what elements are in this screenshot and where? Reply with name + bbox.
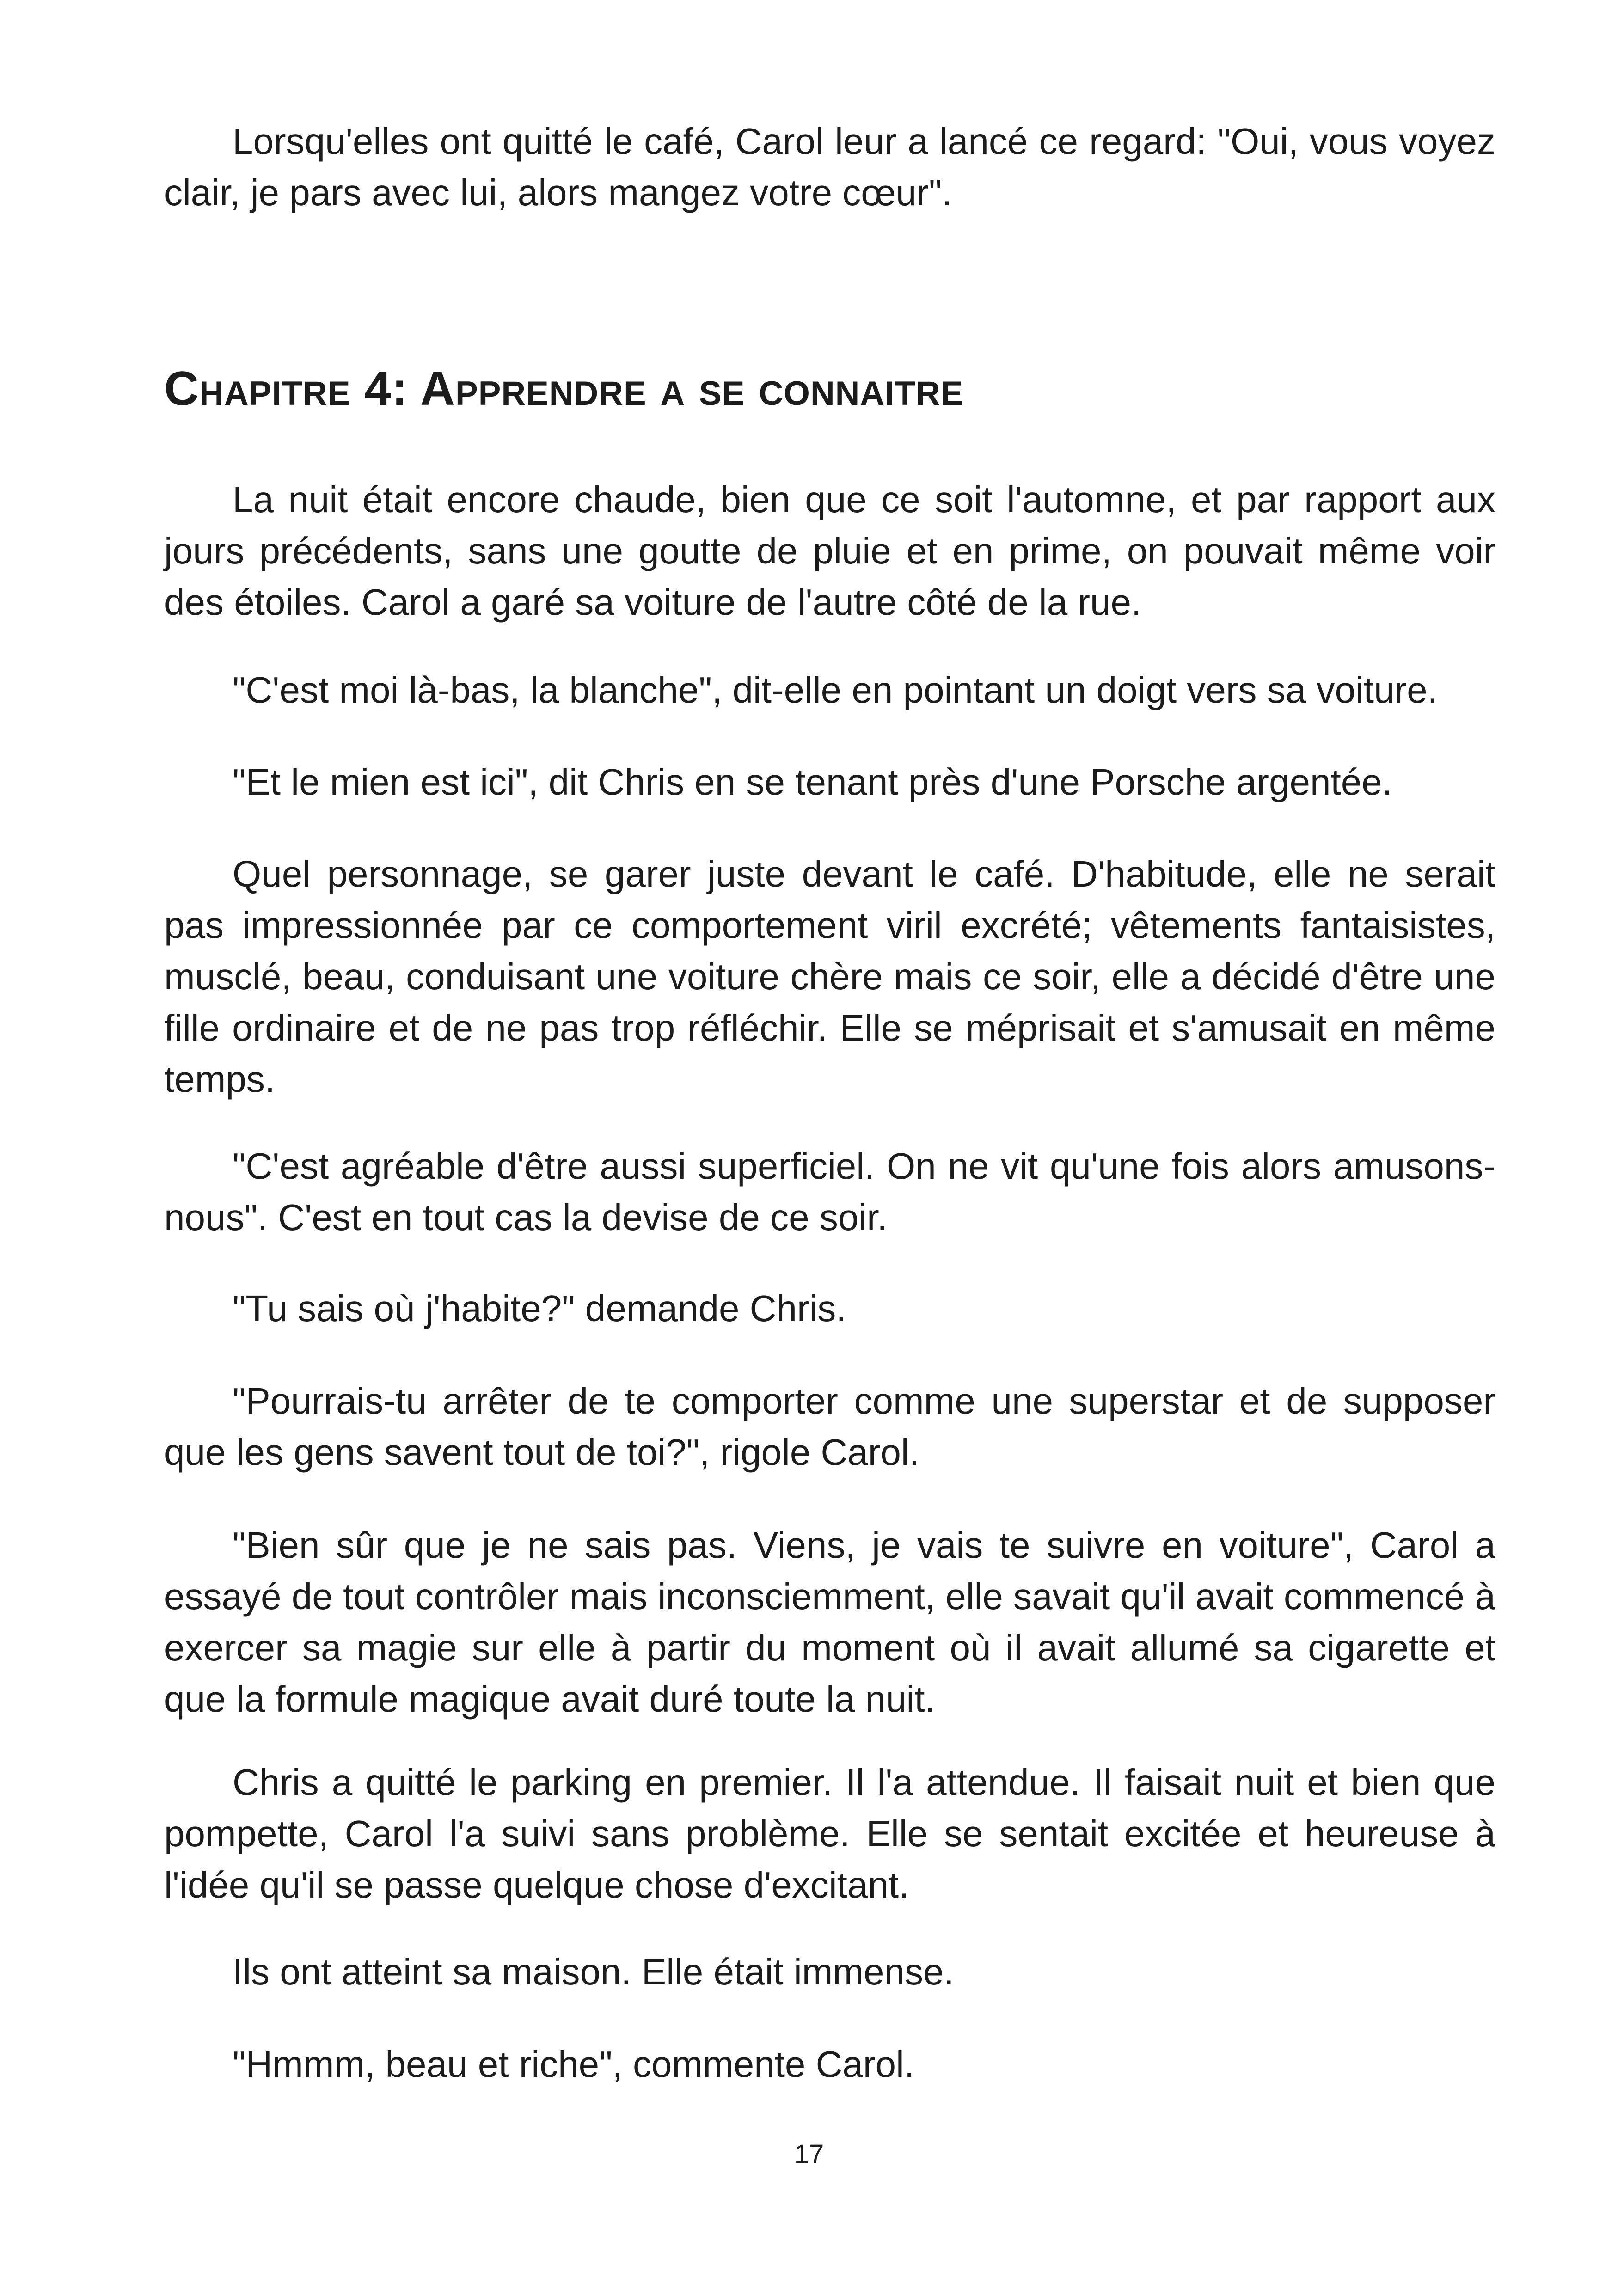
- paragraph-night: La nuit était encore chaude, bien que ce soit l'automne, et par rapport aux jours précédents, sans une goutte de pluie et en prime, on pouvait même voir des étoiles. Carol a garé sa voiture de l'autre côté de la rue.: [164, 479, 1495, 623]
- page-number: 17: [794, 2139, 824, 2169]
- paragraph-house: Ils ont atteint sa maison. Elle était immense.: [233, 1951, 954, 1992]
- paragraph-porsche: "Et le mien est ici", dit Chris en se tenant près d'une Porsche argentée.: [233, 761, 1392, 802]
- paragraph-superstar: "Pourrais-tu arrêter de te comporter comme une superstar et de supposer que les gens savent tout de toi?", rigole Carol.: [164, 1380, 1495, 1473]
- paragraph-superficial: "C'est agréable d'être aussi superficiel. On ne vit qu'une fois alors amusons-nous". C'est en tout cas la devise de ce soir.: [164, 1145, 1495, 1238]
- paragraph-beautiful-rich: "Hmmm, beau et riche", commente Carol.: [233, 2044, 915, 2085]
- paragraph-parking: Chris a quitté le parking en premier. Il l'a attendue. Il faisait nuit et bien que pompette, Carol l'a suivi sans problème. Elle se sentait excitée et heureuse à l'idée qu'il se passe quelque chose d'excitant.: [164, 1762, 1495, 1905]
- paragraph-white-car: "C'est moi là-bas, la blanche", dit-elle en pointant un doigt vers sa voiture.: [233, 669, 1438, 710]
- paragraph-where-live: "Tu sais où j'habite?" demande Chris.: [233, 1288, 846, 1329]
- paragraph-cafe-exit: Lorsqu'elles ont quitté le café, Carol leur a lancé ce regard: "Oui, vous voyez clair, je pars avec lui, alors mangez votre cœur".: [164, 121, 1495, 213]
- chapter-title: Chapitre 4: Apprendre a se connaitre: [164, 362, 964, 416]
- paragraph-follow: "Bien sûr que je ne sais pas. Viens, je vais te suivre en voiture", Carol a essayé de tout contrôler mais inconsciemment, elle savait qu'il avait commencé à exercer sa magie sur elle à partir du moment où il avait allumé sa cigarette et que la formule magique avait duré toute la nuit.: [164, 1525, 1495, 1720]
- paragraph-character: Quel personnage, se garer juste devant le café. D'habitude, elle ne serait pas impressionnée par ce comportement viril excrété; vêtements fantaisistes, musclé, beau, conduisant une voiture chère mais ce soir, elle a décidé d'être une fille ordinaire et de ne pas trop réfléchir. Elle se méprisait et s'amusait en même temps.: [164, 853, 1495, 1100]
